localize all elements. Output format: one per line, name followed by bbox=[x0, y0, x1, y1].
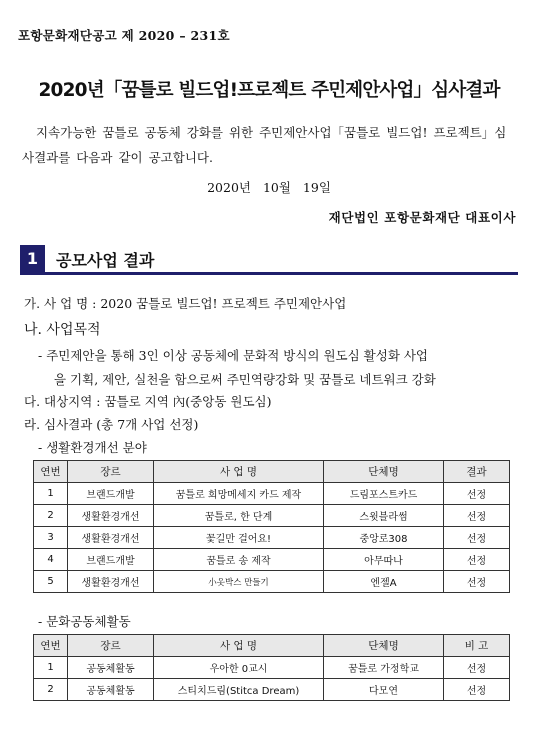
cell-project: 꿈틀로 희망메세지 카드 제작 bbox=[154, 483, 324, 505]
table-row bbox=[34, 657, 510, 679]
cell-genre: 생활환경개선 bbox=[68, 527, 154, 549]
col-header-note: 비 고 bbox=[444, 635, 510, 657]
item-review-result: 라. 심사결과 (총 7개 사업 선정) bbox=[24, 417, 199, 432]
col-header-genre: 장르 bbox=[68, 635, 154, 657]
cell-result: 선정 bbox=[444, 657, 510, 679]
cell-genre: 생활환경개선 bbox=[68, 505, 154, 527]
cell-result: 선정 bbox=[444, 483, 510, 505]
cell-group: 엔젤A bbox=[324, 571, 444, 593]
intro-paragraph: 지속가능한 꿈틀로 공동체 강화를 위한 주민제안사업「꿈틀로 빌드업! 프로젝트」심사결과를 다음과 같이 공고합니다. bbox=[22, 125, 507, 165]
table-row bbox=[34, 483, 510, 505]
item-purpose: 나. 사업목적 bbox=[24, 322, 101, 338]
section-title: 공모사업 결과 bbox=[56, 251, 155, 270]
cell-result: 선정 bbox=[444, 571, 510, 593]
cell-group: 아무따나 bbox=[324, 549, 444, 571]
table-row bbox=[34, 549, 510, 571]
item-purpose-detail-1: - 주민제안을 통해 3인 이상 공동체에 문화적 방식의 원도심 활성화 사업 bbox=[38, 348, 429, 363]
cell-project: 꽃길만 걸어요! bbox=[154, 527, 324, 549]
section-number: 1 bbox=[20, 245, 45, 272]
section-rule bbox=[20, 272, 518, 275]
cell-genre: 공동체활동 bbox=[68, 679, 154, 701]
cell-result: 선정 bbox=[444, 549, 510, 571]
organization-signature: 재단법인 포항문화재단 대표이사 bbox=[328, 210, 516, 225]
cell-no: 1 bbox=[34, 483, 68, 505]
cell-group: 중앙로308 bbox=[324, 527, 444, 549]
table-header-row bbox=[34, 635, 510, 657]
table1-heading: - 생활환경개선 분야 bbox=[38, 440, 147, 455]
cell-group: 꿈틀로 가정학교 bbox=[324, 657, 444, 679]
notice-number: 포항문화재단공고 제 2020 – 231호 bbox=[18, 28, 230, 43]
cell-group: 스윗블라썸 bbox=[324, 505, 444, 527]
table2-heading: - 문화공동체활동 bbox=[38, 614, 131, 629]
cell-no: 1 bbox=[34, 657, 68, 679]
col-header-no: 연번 bbox=[34, 635, 68, 657]
cell-project: 꿈틀로, 한 단계 bbox=[154, 505, 324, 527]
cell-no: 5 bbox=[34, 571, 68, 593]
cell-no: 3 bbox=[34, 527, 68, 549]
col-header-project: 사 업 명 bbox=[154, 461, 324, 483]
cell-genre: 브랜드개발 bbox=[68, 483, 154, 505]
cell-group: 다모연 bbox=[324, 679, 444, 701]
document-title: 2020년「꿈틀로 빌드업!프로젝트 주민제안사업」심사결과 bbox=[38, 80, 500, 101]
table-row bbox=[34, 505, 510, 527]
cell-project: 小옷박스 만들기 bbox=[154, 571, 324, 593]
cell-result: 선정 bbox=[444, 505, 510, 527]
item-business-name: 가. 사 업 명 : 2020 꿈틀로 빌드업! 프로젝트 주민제안사업 bbox=[24, 296, 347, 311]
col-header-group: 단체명 bbox=[324, 461, 444, 483]
item-purpose-detail-2: 을 기획, 제안, 실천을 함으로써 주민역량강화 및 꿈틀로 네트워크 강화 bbox=[54, 372, 436, 387]
cell-result: 선정 bbox=[444, 527, 510, 549]
cell-project: 꿈틀로 송 제작 bbox=[154, 549, 324, 571]
cell-group: 드림포스트카드 bbox=[324, 483, 444, 505]
col-header-no: 연번 bbox=[34, 461, 68, 483]
table-row bbox=[34, 679, 510, 701]
cell-project: 우아한 0교시 bbox=[154, 657, 324, 679]
cell-genre: 생활환경개선 bbox=[68, 571, 154, 593]
item-target-area: 다. 대상지역 : 꿈틀로 지역 內(중앙동 원도심) bbox=[24, 394, 272, 409]
table-row bbox=[34, 527, 510, 549]
col-header-project: 사 업 명 bbox=[154, 635, 324, 657]
announcement-date: 2020년 10월 19일 bbox=[207, 180, 331, 195]
col-header-genre: 장르 bbox=[68, 461, 154, 483]
cell-genre: 공동체활동 bbox=[68, 657, 154, 679]
cell-no: 2 bbox=[34, 505, 68, 527]
cell-no: 2 bbox=[34, 679, 68, 701]
cell-genre: 브랜드개발 bbox=[68, 549, 154, 571]
cell-result: 선정 bbox=[444, 679, 510, 701]
table-row bbox=[34, 571, 510, 593]
col-header-group: 단체명 bbox=[324, 635, 444, 657]
col-header-result: 결과 bbox=[444, 461, 510, 483]
table-header-row bbox=[34, 461, 510, 483]
living-environment-table bbox=[33, 460, 510, 593]
culture-community-table bbox=[33, 634, 510, 701]
cell-no: 4 bbox=[34, 549, 68, 571]
cell-project: 스티치드림(Stitca Dream) bbox=[154, 679, 324, 701]
section-header bbox=[20, 245, 518, 273]
